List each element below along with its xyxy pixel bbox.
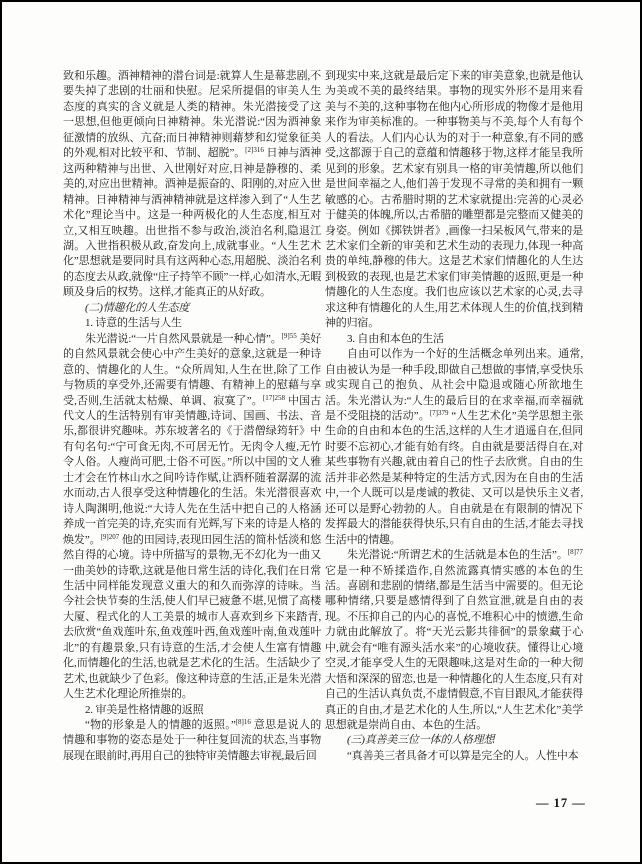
page-number: — 17 —: [536, 796, 586, 810]
citation-ref: [9]207: [100, 532, 120, 541]
citation-ref: [2]316: [245, 146, 264, 155]
citation-ref: [8]16: [235, 718, 251, 727]
citation-ref: [7]379: [429, 408, 449, 417]
section-heading: (二)情趣化的人生态度: [85, 301, 190, 314]
paragraph: 致和乐趣。酒神精神的潜台词是:就算人生是幕悲剧,不要失掉了悲剧的壮丽和快慰。尼采所提倡的审美人生态度的真实的含义就是人类的精神。朱光潜接受了这一思想,但他更倾向日神精神。朱光潜说:“因为酒神象征激情的放纵、亢奋;而日神精神则藉梦和幻觉象征美的外观,相对比较平和、节制、超脱”。$^{[2]316}$ 日神与酒神这两种精神与出世、入世刚好对应,日神是静穆的、柔美的,对应出世精神。酒神是振奋的、阳刚的,对应入世精神。日神精神与酒神精神就是这样渗入到了“人生艺术化”理论当中。这是一种两极化的人生态度,相互对立,又相互映趣。出世指不参与政治,淡泊名利,隐退江湖。入世指积极从政,奋发向上,成就事业。“人生艺术化”思想就是要同时具有这两种心态,用超脱、淡泊名利的态度去从政,就像“庄子持竿不顾”一样,心如清水,无暇顾及身后的权势。这样,才能真正的从好政。: [63, 70, 321, 299]
text-column-left: [63, 69, 321, 764]
citation-ref: [8]77: [567, 548, 583, 557]
paragraph: 朱光潜说:“所谓艺术的生活就是本色的生活”。$^{[8]77}$ 它是一种不矫揉造作,自然流露真情实感的本色的生活。喜剧和悲剧的情绪,都是生活当中需要的。但无论哪种情绪,只要是感情得到了自然宣泄,就是自由的表现。不压抑自己的内心的喜悦,不堆积心中的愤懑,生命力就由此解放了。将“天光云影共徘徊”的景象藏于心中,就会有“唯有源头活水来”的心境收获。懂得让心境空灵,才能享受人生的无限趣味,这是对生命的一种大彻大悟和深深的留恋,也是一种情趣化的人生态度,只有对自己的生活认真负责,不虚情假意,不盲目跟风,才能获得真正的自由,才是艺术化的人生,所以,“人生艺术化”美学思想就是崇尚自由、本色的生活。: [325, 548, 583, 732]
paragraph: 朱光潜说:“一片自然风景就是一种心情”。$^{[9]55}$ 美好的自然风景就会使心中产生美好的意象,这就是一种诗意的、情趣化的人生。“众所周知,人生在世,除了工作与物质的享受外,还需要有情趣、有精神上的慰藉与享受,否则,生活就太枯燥、单调、寂寞了”。$^{[17]258}$ 中国古代文人的生活特别有审美情趣,诗词、国画、书法、音乐,都很讲究趣味。苏东坡著名的《于潜僧绿筠轩》中有句名句:“宁可食无肉,不可居无竹。无肉令人瘦,无竹令人俗。人瘦尚可肥,士俗不可医。”所以中国的文人雅士才会在竹林山水之间吟诗作赋,让酒杯随着潺潺的流水而动,古人很享受这种情趣化的生活。朱光潜很喜欢诗人陶渊明,他说:“大诗人先在生活中把自己的人格涵养成一首完美的诗,充实而有光辉,写下来的诗是人格的焕发”。$^{[9]207}$ 他的田园诗,表现田园生活的简朴恬淡和悠然自得的心境。诗中所描写的景物,无不幻化为一曲又一曲美妙的诗歌,这就是他日常生活的诗化,我们在日常生活中同样能发现意义重大的和久而弥淳的诗味。当今社会快节奏的生活,使人们早已疲惫不堪,见惯了高楼大厦、程式化的人工美景的城市人喜欢到乡下来踏青,去欣赏“鱼戏莲叶东,鱼戏莲叶西,鱼戏莲叶南,鱼戏莲叶北”的有趣景象,只有诗意的生活,才会使人生富有情趣化,而情趣化的生活,也就是艺术化的生活。生活缺少了艺术,也就缺少了色彩。像这种诗意的生活,正是朱光潜人生艺术化理论所推崇的。: [63, 331, 321, 701]
section-heading: (三)真善美三位一体的人格理想: [347, 734, 495, 747]
paragraph: 3. 自由和本色的生活: [347, 332, 444, 345]
paragraph: 1. 诗意的生活与人生: [85, 317, 182, 330]
citation-ref: [9]55: [281, 331, 297, 340]
citation-ref: [17]258: [262, 393, 286, 402]
paragraph: 2. 审美是性格情趣的返照: [85, 703, 204, 716]
paragraph: “物的形象是人的情趣的返照。”$^{[8]16}$ 意思是说人的情趣和事物的姿态是处于一种往复回流的状态,当事物展现在眼前时,再用自己的独特审美情趣去审视,最后回: [63, 718, 322, 762]
paragraph: 到现实中来,这就是最后定下来的审美意象,也就是他认为美或不美的最终结果。事物的现实外形不是用来看美与不美的,这种事物在他内心所形成的物像才是他用来作为审美标准的。一种事物美与不美,每个人有每个人的看法。人们内心认为的对于一种意象,有不同的感受,这都源于自己的意蕴和情趣移于物,这样才能呈我所见到的形象。艺术家有别具一格的审美情趣,所以他们是世间幸福之人,他们善于发现不寻常的美和拥有一颗敏感的心。古希腊时期的艺术家就提出:完善的心灵必于健美的体魄,所以,古希腊的雕塑都是完整而又健美的身姿。例如《掷铁饼者》,画像一扫呆板风气,带来的是艺术家们全新的审美和艺术生动的表现力,体现一种高贵的单纯,静穆的伟大。这是艺术家们情趣化的人生达到极致的表现,也是艺术家们审美情趣的返照,更是一种情趣化的人生态度。我们也应该以艺术家的心灵,去寻求这种有情趣化的人生,用艺术体现人生的价值,找到精神的归宿。: [325, 70, 583, 330]
paragraph: “真善美三者具备才可以算是完全的人。人性中本: [347, 749, 579, 762]
text-column-right: [325, 69, 583, 764]
paragraph: 自由可以作为一个好的生活概念单列出来。通常,自由被认为是一种手段,即做自己想做的事情,享受快乐或实现自己的抱负、从社会中隐退或随心所欲地生活。朱光潜认为:“人生的最后目的在求幸福,而幸福就是不受阻挠的活动”。$^{[7]379}$ “人生艺术化”美学思想主张生命的自由和本色的生活,这样的人生才逍遥自在,但同时要不忘初心,才能有始有终。自由就是要活得自在,对某些事物有兴趣,就由着自己的性子去欣赏。自由的生活并非必然是某种特定的生活方式,因为在自由的生活中,一个人既可以是虔诚的教徒、又可以是快乐主义者,还可以是野心勃勃的人。自由就是在有限制的情况下发挥最大的潜能获得快乐,只有自由的生活,才能去寻找生活中的情趣。: [325, 348, 583, 546]
